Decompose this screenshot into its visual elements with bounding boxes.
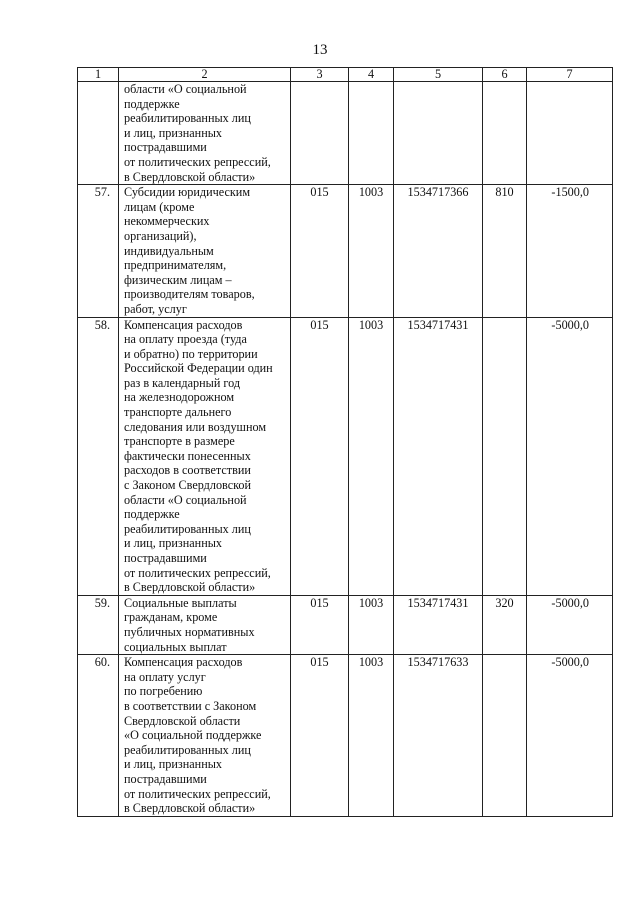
table-row: [78, 82, 613, 185]
description-line: на железнодорожном: [124, 390, 235, 405]
description-line: Социальные выплаты: [124, 595, 237, 610]
description-line: от политических репрессий,: [124, 786, 271, 801]
table-row: [78, 595, 613, 654]
amount-cell: -5000,0: [527, 655, 613, 817]
description-line: лицам (кроме: [124, 199, 195, 214]
column-header: 7: [527, 68, 613, 82]
column-header: 4: [349, 68, 394, 82]
expense-type-cell: [483, 655, 527, 817]
description-line: в Свердловской области»: [124, 801, 256, 816]
column-header: 1: [78, 68, 119, 82]
description-line: Субсидии юридическим: [124, 185, 251, 200]
description-line: и лиц, признанных: [124, 125, 222, 140]
table-row: [78, 317, 613, 595]
description-line: и лиц, признанных: [124, 757, 222, 772]
page-number: 13: [312, 42, 328, 58]
section-code-cell: 1003: [349, 655, 394, 817]
description-line: области «О социальной: [124, 82, 247, 96]
ministry-code-cell: 015: [291, 185, 349, 317]
description-line: производителям товаров,: [124, 287, 255, 302]
table-body: [78, 82, 613, 817]
expense-type-cell: 810: [483, 185, 527, 317]
ministry-code-cell: 015: [291, 317, 349, 595]
table-row: [78, 185, 613, 317]
description-line: гражданам, кроме: [124, 610, 218, 625]
description-line: в соответствии с Законом: [124, 698, 257, 713]
table-row: [78, 655, 613, 817]
amount-cell: -1500,0: [527, 185, 613, 317]
amount-cell: [527, 82, 613, 185]
description-line: области «О социальной: [124, 492, 247, 507]
description-line: организаций),: [124, 228, 197, 243]
target-code-cell: 1534717431: [394, 317, 483, 595]
description-line: предпринимателям,: [124, 258, 227, 273]
description-line: «О социальной поддержке: [124, 728, 262, 743]
amount-cell: -5000,0: [527, 595, 613, 654]
description-line: раз в календарный год: [124, 375, 241, 390]
description-line: Компенсация расходов: [124, 317, 243, 332]
row-number-cell: [78, 185, 119, 317]
target-code-cell: [394, 82, 483, 185]
row-number-cell: [78, 655, 119, 817]
description-line: поддержке: [124, 507, 180, 522]
description-line: реабилитированных лиц: [124, 521, 251, 536]
description-line: физическим лицам –: [124, 272, 232, 287]
ministry-code-cell: [291, 82, 349, 185]
section-code-cell: [349, 82, 394, 185]
description-line: с Законом Свердловской: [124, 478, 252, 493]
description-cell: [119, 595, 291, 654]
description-cell: [119, 82, 291, 185]
description-line: индивидуальным: [124, 243, 214, 258]
description-line: от политических репрессий,: [124, 154, 271, 169]
row-number: 60.: [94, 655, 110, 670]
description-line: в Свердловской области»: [124, 580, 256, 595]
amount-cell: -5000,0: [527, 317, 613, 595]
description-line: реабилитированных лиц: [124, 111, 251, 126]
description-line: публичных нормативных: [124, 624, 255, 639]
section-code-cell: 1003: [349, 185, 394, 317]
description-line: на оплату услуг: [124, 669, 206, 684]
section-code-cell: 1003: [349, 317, 394, 595]
table-header-row: [78, 68, 613, 82]
description-line: поддержке: [124, 96, 180, 111]
row-number: 57.: [94, 185, 110, 200]
row-number-cell: [78, 595, 119, 654]
description-line: пострадавшими: [124, 771, 207, 786]
description-line: по погребению: [124, 684, 203, 699]
expense-type-cell: [483, 317, 527, 595]
description-line: транспорте в размере: [124, 434, 235, 449]
column-header: 3: [291, 68, 349, 82]
ministry-code-cell: 015: [291, 655, 349, 817]
description-line: Компенсация расходов: [124, 655, 243, 670]
description-line: от политических репрессий,: [124, 565, 271, 580]
expense-type-cell: [483, 82, 527, 185]
description-line: Российской Федерации один: [124, 361, 273, 376]
target-code-cell: 1534717431: [394, 595, 483, 654]
description-line: расходов в соответствии: [124, 463, 251, 478]
row-number-cell: [78, 317, 119, 595]
description-line: транспорте дальнего: [124, 405, 232, 420]
row-number: 59.: [94, 595, 110, 610]
row-number: 58.: [94, 317, 110, 332]
description-line: пострадавшими: [124, 140, 207, 155]
description-line: реабилитированных лиц: [124, 742, 251, 757]
target-code-cell: 1534717633: [394, 655, 483, 817]
description-line: социальных выплат: [124, 639, 227, 654]
row-number-cell: [78, 82, 119, 185]
description-line: Свердловской области: [124, 713, 241, 728]
description-cell: [119, 317, 291, 595]
section-code-cell: 1003: [349, 595, 394, 654]
description-line: фактически понесенных: [124, 448, 251, 463]
description-line: следования или воздушном: [124, 419, 267, 434]
description-line: работ, услуг: [124, 301, 187, 316]
description-line: в Свердловской области»: [124, 169, 256, 184]
description-line: некоммерческих: [124, 214, 210, 229]
column-header: 5: [394, 68, 483, 82]
ministry-code-cell: 015: [291, 595, 349, 654]
budget-table: [77, 67, 613, 817]
description-line: и лиц, признанных: [124, 536, 222, 551]
expense-type-cell: 320: [483, 595, 527, 654]
column-header: 2: [119, 68, 291, 82]
description-line: пострадавшими: [124, 551, 207, 565]
description-line: и обратно) по территории: [124, 346, 258, 361]
target-code-cell: 1534717366: [394, 185, 483, 317]
description-line: на оплату проезда (туда: [124, 332, 247, 347]
column-header: 6: [483, 68, 527, 82]
description-cell: [119, 185, 291, 317]
description-cell: [119, 655, 291, 817]
